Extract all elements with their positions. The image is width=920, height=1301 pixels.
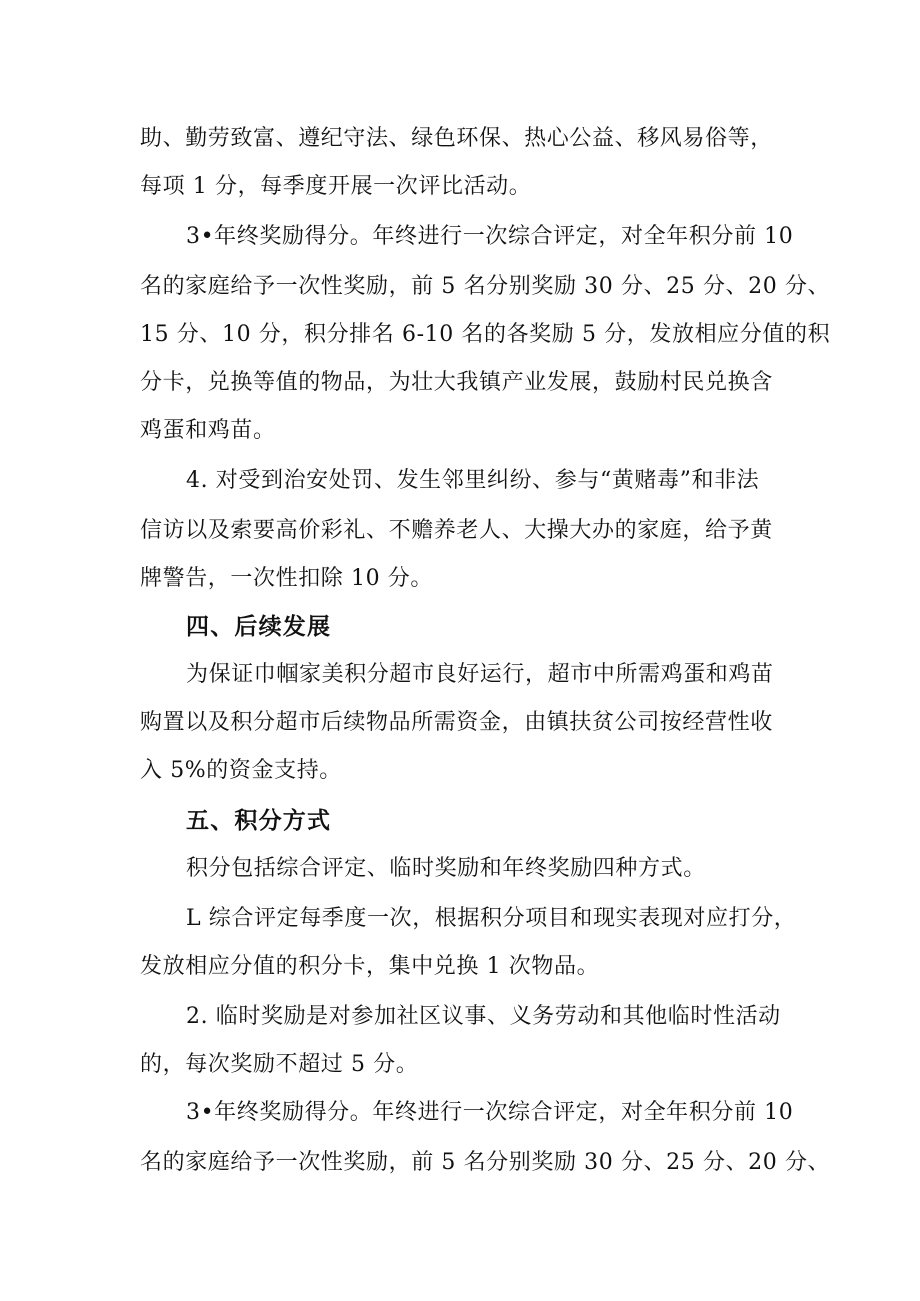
text-line: L 综合评定每季度一次，根据积分项目和现实表现对应打分， — [186, 906, 797, 931]
text-line: 鸡蛋和鸡苗。 — [140, 418, 276, 443]
text-line: 的，每次奖励不超过 5 分。 — [140, 1052, 419, 1077]
text-line: 入 5%的资金支持。 — [140, 758, 342, 783]
text-line: 2. 临时奖励是对参加社区议事、义务劳动和其他临时性活动 — [186, 1004, 781, 1029]
text-line: 购置以及积分超市后续物品所需资金，由镇扶贫公司按经营性收 — [140, 710, 773, 735]
text-line: 信访以及索要高价彩礼、不赡养老人、大操大办的家庭，给予黄 — [140, 518, 773, 543]
text-line: 牌警告，一次性扣除 10 分。 — [140, 566, 433, 591]
text-line: 分卡，兑换等值的物品，为壮大我镇产业发展，鼓励村民兑换含 — [140, 370, 773, 395]
text-line: 积分包括综合评定、临时奖励和年终奖励四种方式。 — [186, 856, 706, 881]
section-heading: 五、积分方式 — [186, 808, 332, 834]
text-line: 3•年终奖励得分。年终进行一次综合评定，对全年积分前 10 — [186, 224, 794, 249]
text-line: 发放相应分值的积分卡，集中兑换 1 次物品。 — [140, 954, 600, 979]
text-line: 名的家庭给予一次性奖励，前 5 名分别奖励 30 分、25 分、20 分、 — [140, 1150, 831, 1175]
text-line: 为保证巾帼家美积分超市良好运行，超市中所需鸡蛋和鸡苗 — [186, 662, 774, 687]
section-heading: 四、后续发展 — [186, 614, 332, 640]
text-line: 3•年终奖励得分。年终进行一次综合评定，对全年积分前 10 — [186, 1100, 794, 1125]
text-line: 15 分、10 分，积分排名 6-10 名的各奖励 5 分，发放相应分值的积 — [140, 322, 831, 347]
text-line: 名的家庭给予一次性奖励，前 5 名分别奖励 30 分、25 分、20 分、 — [140, 274, 831, 299]
text-line: 助、勤劳致富、遵纪守法、绿色环保、热心公益、移风易俗等， — [140, 126, 773, 151]
text-line: 4. 对受到治安处罚、发生邻里纠纷、参与“黄赌毒”和非法 — [186, 468, 760, 493]
text-line: 每项 1 分，每季度开展一次评比活动。 — [140, 174, 532, 199]
